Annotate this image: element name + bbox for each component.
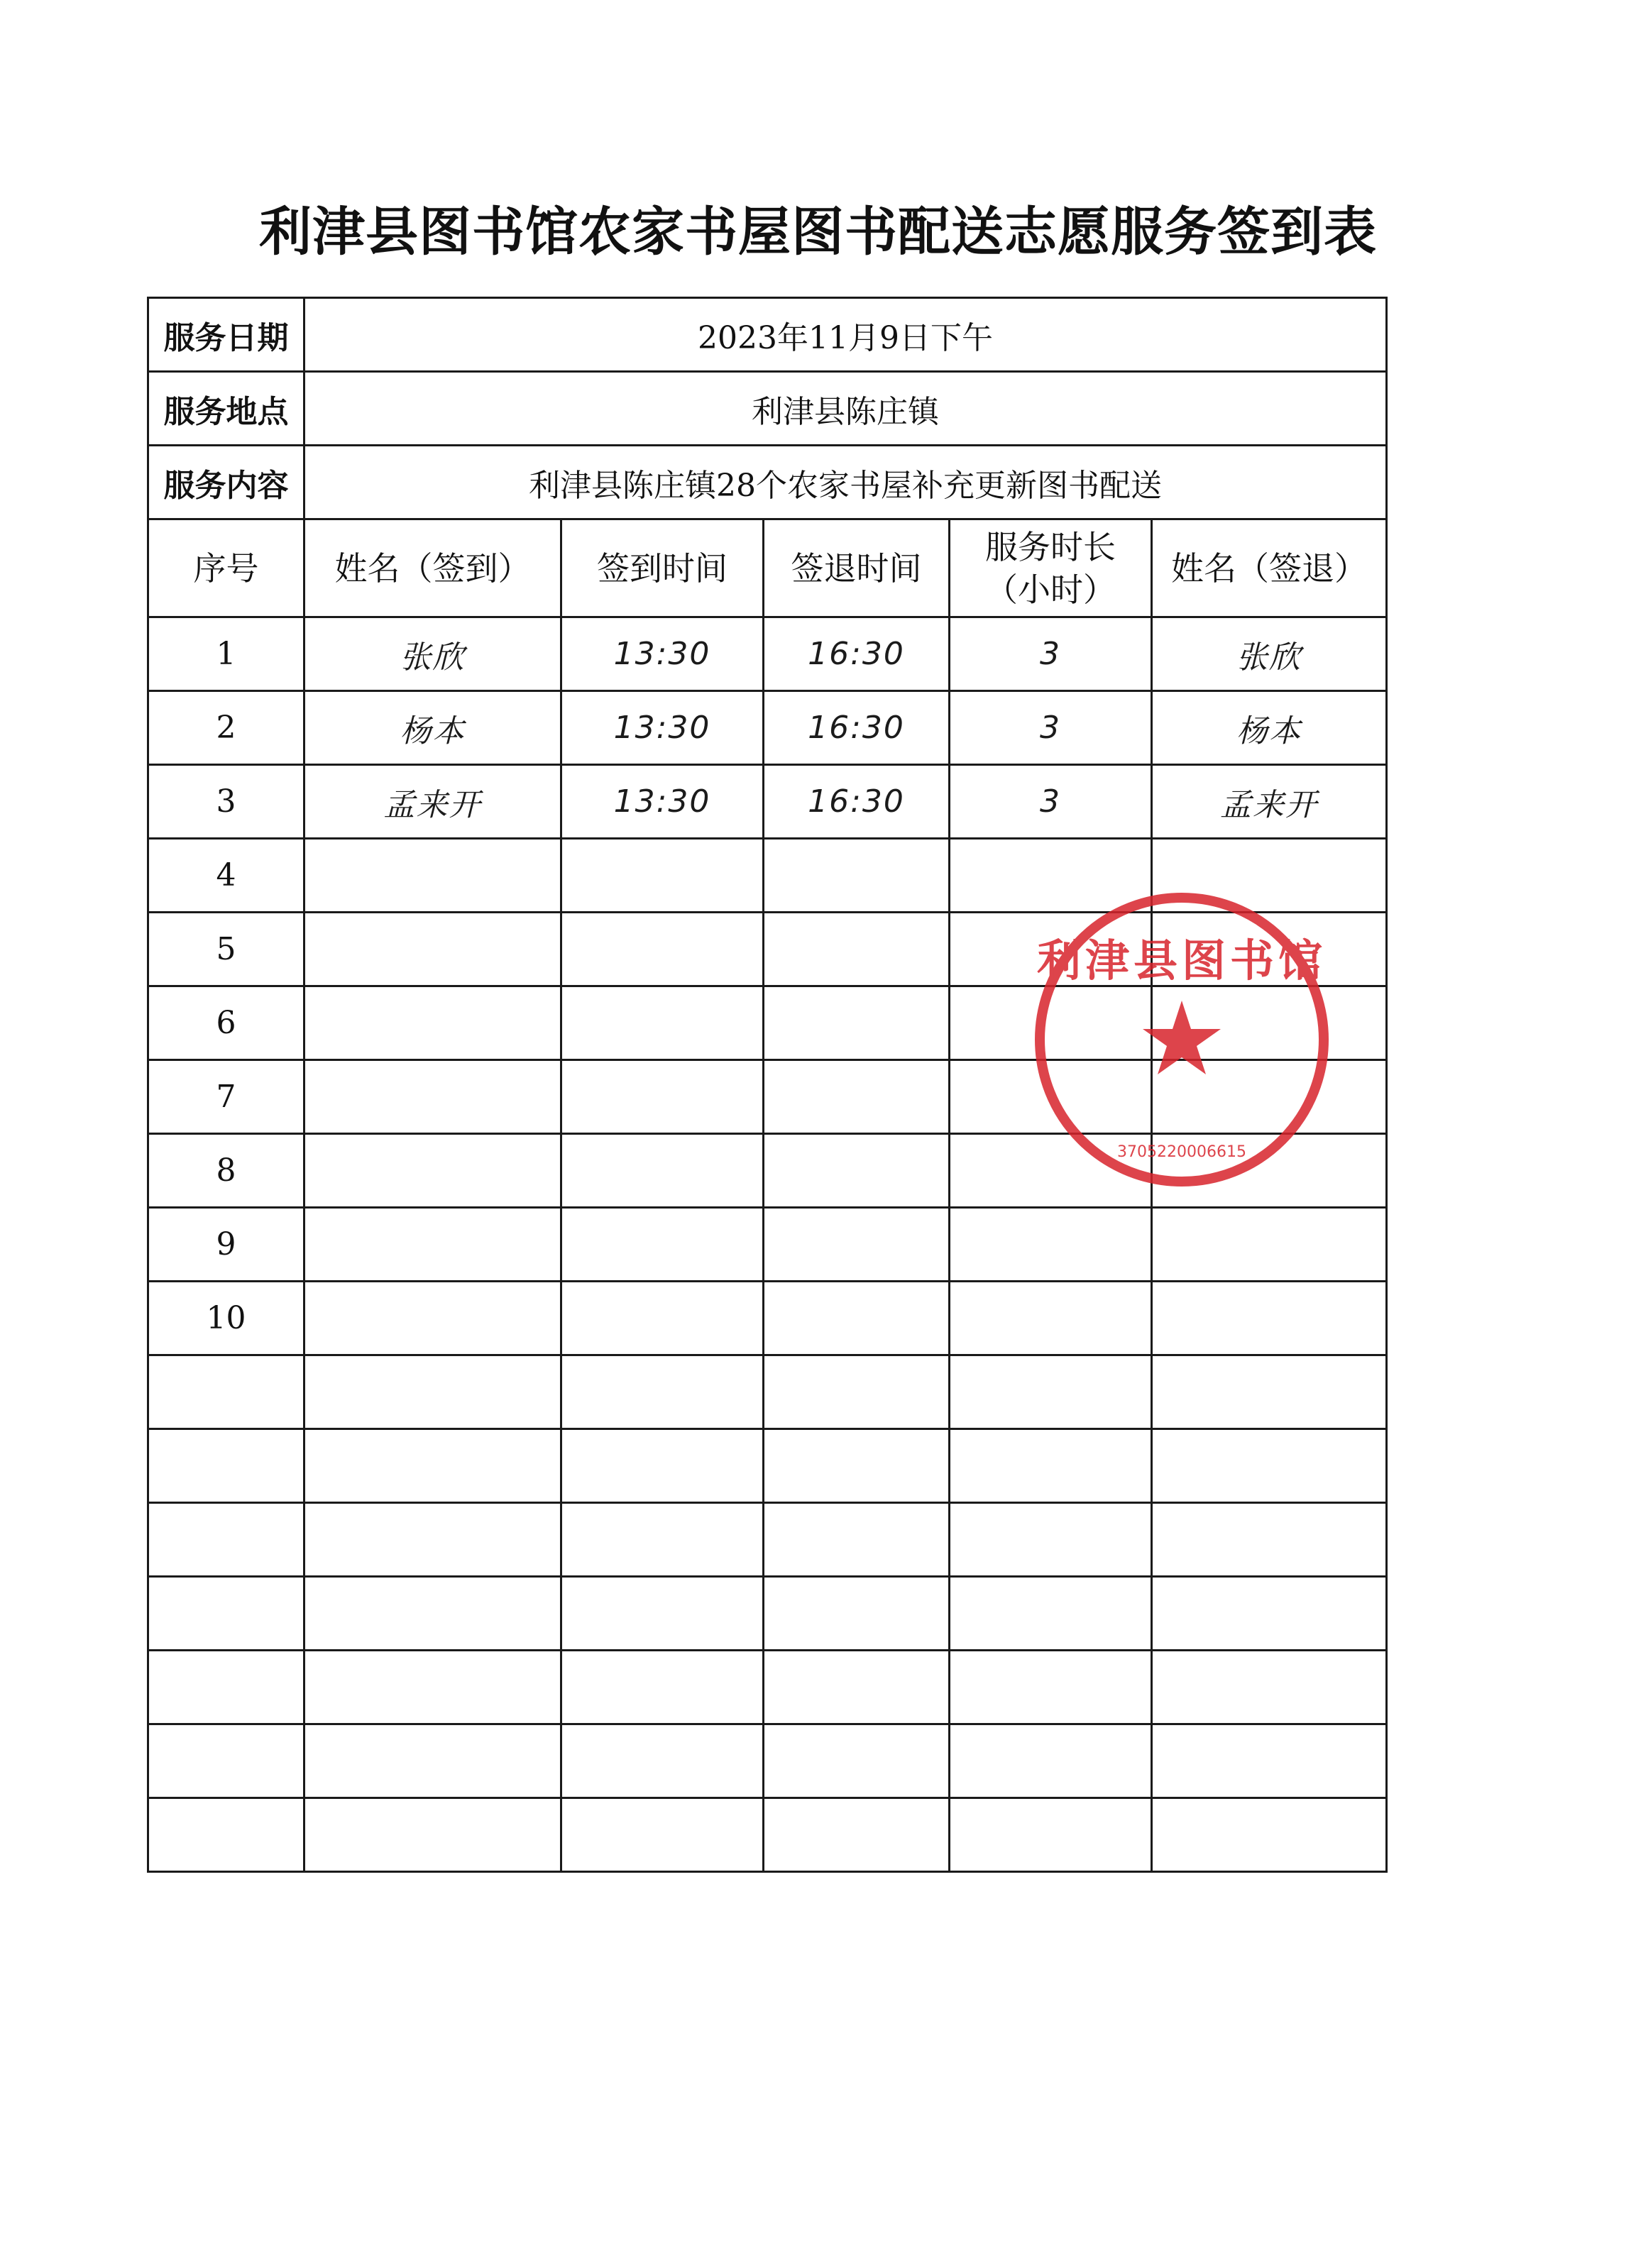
cell-seq [148, 1724, 304, 1798]
cell-name-out [1152, 1208, 1387, 1282]
seal-code-text: 3705220006615 [1117, 1143, 1246, 1161]
cell-duration [950, 1577, 1152, 1651]
cell-seq: 6 [148, 986, 304, 1060]
cell-duration [950, 1429, 1152, 1503]
info-value: 利津县陈庄镇28个农家书屋补充更新图书配送 [304, 446, 1387, 519]
cell-seq: 10 [148, 1282, 304, 1355]
cell-seq [148, 1577, 304, 1651]
info-label: 服务内容 [148, 446, 304, 519]
cell-time-out [764, 1282, 950, 1355]
cell-time-in [561, 1282, 764, 1355]
seal-name-text: 利津县图书馆 [1036, 935, 1327, 986]
info-row-content [148, 446, 1387, 519]
cell-duration [950, 1503, 1152, 1577]
table-row [148, 691, 1387, 765]
table-row [148, 1355, 1387, 1429]
cell-time-out: 16:30 [764, 765, 950, 839]
cell-time-in: 13:30 [561, 691, 764, 765]
cell-seq: 9 [148, 1208, 304, 1282]
cell-time-in: 13:30 [561, 765, 764, 839]
table-row [148, 1282, 1387, 1355]
cell-seq: 4 [148, 839, 304, 913]
cell-name-in [304, 1282, 561, 1355]
cell-seq [148, 1355, 304, 1429]
cell-name-out [1152, 1577, 1387, 1651]
info-value: 2023年11月9日下午 [304, 298, 1387, 372]
cell-time-out [764, 1060, 950, 1134]
header-time-in: 签到时间 [561, 519, 764, 617]
cell-name-out: 张欣 [1152, 617, 1387, 691]
cell-duration [950, 1798, 1152, 1872]
cell-time-in [561, 1208, 764, 1282]
info-label: 服务地点 [148, 372, 304, 446]
cell-time-out [764, 913, 950, 986]
cell-name-in [304, 1724, 561, 1798]
cell-seq: 1 [148, 617, 304, 691]
cell-name-out [1152, 1355, 1387, 1429]
cell-name-in: 杨本 [304, 691, 561, 765]
cell-name-out: 孟来开 [1152, 765, 1387, 839]
cell-seq: 7 [148, 1060, 304, 1134]
cell-duration: 3 [950, 765, 1152, 839]
header-duration-line2: （小时） [985, 570, 1116, 609]
cell-seq: 5 [148, 913, 304, 986]
cell-time-out [764, 1355, 950, 1429]
cell-time-in [561, 839, 764, 913]
table-row [148, 1429, 1387, 1503]
cell-time-out [764, 1724, 950, 1798]
cell-time-in [561, 1355, 764, 1429]
cell-name-in: 张欣 [304, 617, 561, 691]
cell-time-in [561, 913, 764, 986]
cell-time-in [561, 1134, 764, 1208]
cell-time-out: 16:30 [764, 617, 950, 691]
cell-name-out [1152, 1798, 1387, 1872]
cell-time-out [764, 1429, 950, 1503]
cell-time-out [764, 1577, 950, 1651]
cell-name-out [1152, 1651, 1387, 1724]
header-name-in: 姓名（签到） [304, 519, 561, 617]
info-label: 服务日期 [148, 298, 304, 372]
page-title: 利津县图书馆农家书屋图书配送志愿服务签到表 [259, 202, 1377, 263]
cell-name-in [304, 986, 561, 1060]
cell-name-in [304, 913, 561, 986]
header-duration [950, 519, 1152, 617]
cell-duration [950, 1355, 1152, 1429]
cell-time-in [561, 1060, 764, 1134]
cell-seq: 3 [148, 765, 304, 839]
cell-time-in [561, 1798, 764, 1872]
info-value: 利津县陈庄镇 [304, 372, 1387, 446]
cell-time-out: 16:30 [764, 691, 950, 765]
header-seq: 序号 [148, 519, 304, 617]
official-seal-stamp [1029, 887, 1334, 1192]
cell-time-in: 13:30 [561, 617, 764, 691]
cell-seq [148, 1651, 304, 1724]
cell-time-out [764, 986, 950, 1060]
cell-name-in [304, 1429, 561, 1503]
header-time-out: 签退时间 [764, 519, 950, 617]
cell-name-in: 孟来开 [304, 765, 561, 839]
cell-name-in [304, 1060, 561, 1134]
cell-duration: 3 [950, 617, 1152, 691]
cell-seq [148, 1429, 304, 1503]
cell-name-in [304, 1503, 561, 1577]
cell-duration [950, 1651, 1152, 1724]
cell-time-out [764, 1134, 950, 1208]
cell-time-in [561, 1724, 764, 1798]
info-row-date [148, 298, 1387, 372]
cell-name-in [304, 1134, 561, 1208]
cell-time-in [561, 1503, 764, 1577]
table-row [148, 1208, 1387, 1282]
cell-name-in [304, 839, 561, 913]
cell-seq: 2 [148, 691, 304, 765]
cell-time-in [561, 1577, 764, 1651]
cell-duration [950, 1208, 1152, 1282]
cell-time-out [764, 839, 950, 913]
cell-seq: 8 [148, 1134, 304, 1208]
cell-name-in [304, 1577, 561, 1651]
cell-name-out: 杨本 [1152, 691, 1387, 765]
table-row [148, 1798, 1387, 1872]
cell-time-out [764, 1798, 950, 1872]
cell-time-in [561, 1651, 764, 1724]
seal-star-icon [1143, 1001, 1221, 1074]
cell-duration [950, 1724, 1152, 1798]
table-row [148, 1577, 1387, 1651]
cell-name-in [304, 1355, 561, 1429]
cell-seq [148, 1798, 304, 1872]
cell-duration [950, 1282, 1152, 1355]
table-row [148, 1651, 1387, 1724]
cell-time-out [764, 1651, 950, 1724]
info-row-location [148, 372, 1387, 446]
table-row [148, 765, 1387, 839]
cell-time-in [561, 1429, 764, 1503]
cell-time-out [764, 1503, 950, 1577]
header-duration-line1: 服务时长 [985, 527, 1116, 566]
cell-name-in [304, 1208, 561, 1282]
cell-time-in [561, 986, 764, 1060]
cell-name-out [1152, 1503, 1387, 1577]
cell-name-in [304, 1798, 561, 1872]
table-row [148, 617, 1387, 691]
cell-name-out [1152, 1429, 1387, 1503]
header-name-out: 姓名（签退） [1152, 519, 1387, 617]
cell-name-out [1152, 1724, 1387, 1798]
cell-seq [148, 1503, 304, 1577]
column-header-row [148, 519, 1387, 617]
cell-time-out [764, 1208, 950, 1282]
cell-duration: 3 [950, 691, 1152, 765]
cell-name-out [1152, 1282, 1387, 1355]
cell-name-in [304, 1651, 561, 1724]
table-row [148, 1503, 1387, 1577]
table-row [148, 1724, 1387, 1798]
